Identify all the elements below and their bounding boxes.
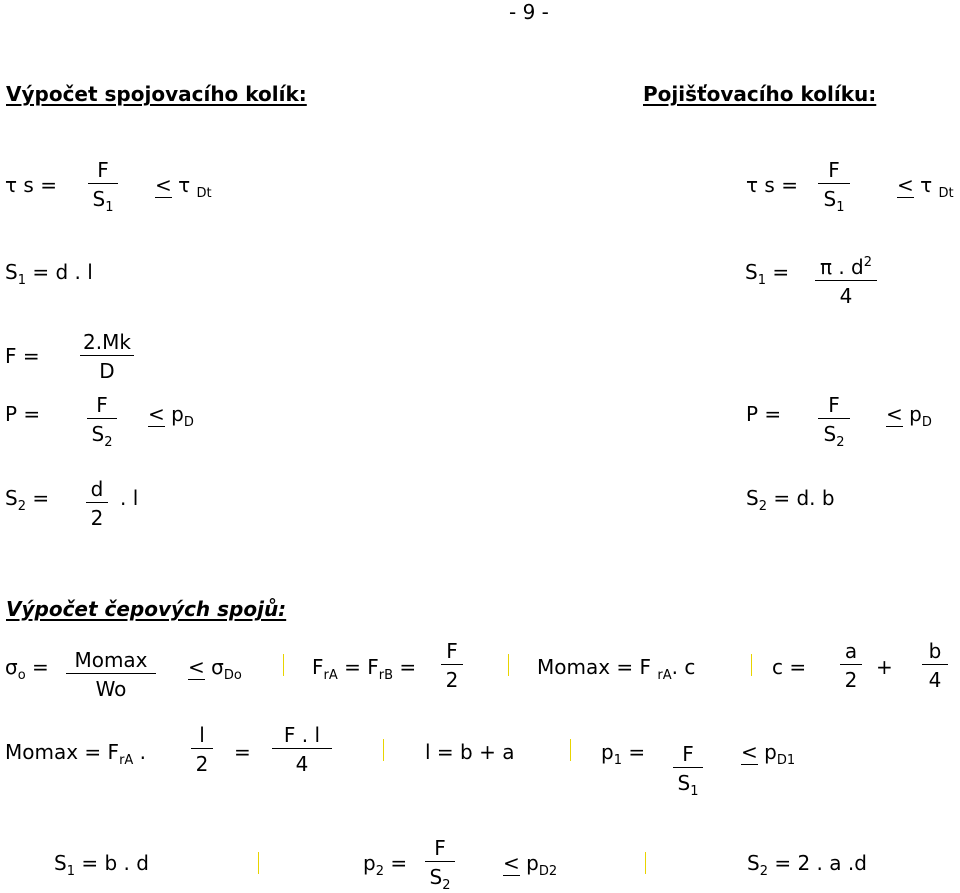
separator-bar	[383, 739, 384, 761]
pressure-p2-formula: $p_2$ =	[363, 851, 408, 879]
fraction-pi-d2-over-4: $\frac{\pi . d^2}{4}$	[815, 257, 877, 306]
area-S2-left-tail: . l	[120, 486, 139, 510]
area-S1-pin: $S_1 = b$ . d	[54, 851, 149, 879]
shear-stress-formula-left: τ s =	[5, 173, 57, 197]
pressure-p2-limit: < $p_{D2}$	[503, 851, 558, 879]
bending-limit: < $\sigma_{Do}$	[188, 655, 242, 683]
fraction-F-over-S1-right: $\frac{F}{S_1}$	[818, 160, 850, 209]
pressure-limit-right: < $p_D$	[886, 402, 932, 430]
page-number: - 9 -	[509, 0, 549, 24]
fraction-F-over-S2-p2: $\frac{F}{S_2}$	[425, 838, 455, 887]
separator-bar	[283, 654, 284, 676]
length-formula: l = b + a	[425, 740, 515, 764]
moment-formula-l: $Momax = F_{rA}$ .	[5, 740, 147, 768]
fraction-F-over-S2-left: $\frac{F}{S_2}$	[87, 395, 117, 444]
heading-pin-joints: Výpočet čepových spojů:	[6, 597, 287, 621]
area-S2-right: $S_2 = d$. b	[746, 486, 835, 514]
area-S1-right: $S_1$ =	[745, 260, 790, 288]
area-S1-left: $S_1 = d$ . l	[5, 260, 93, 288]
shear-limit-right: < τ $_{Dt}$	[897, 173, 954, 201]
moment-formula-c: Momax = F $_{rA}$. c	[537, 655, 696, 683]
area-S2-left: $S_2$ =	[5, 486, 50, 514]
plus-sign: +	[876, 655, 893, 679]
shear-stress-formula-right: τ s =	[746, 173, 798, 197]
fraction-Fl-over-4: $\frac{F . l}{4}$	[272, 725, 332, 774]
separator-bar	[570, 739, 571, 761]
fraction-2Mk-over-D: $\frac{2.Mk}{D}$	[80, 332, 134, 381]
pressure-p1-formula: $p_1$ =	[601, 740, 646, 768]
separator-bar	[751, 654, 752, 676]
pressure-formula-right: P =	[746, 402, 782, 426]
fraction-d-over-2: $\frac{d}{2}$	[86, 479, 108, 528]
fraction-F-over-S1-p1: $\frac{F}{S_1}$	[673, 744, 703, 793]
pressure-limit-left: < $p_D$	[148, 402, 194, 430]
heading-connecting-pin: Výpočet spojovacího kolík:	[6, 82, 307, 106]
fraction-F-over-S1-left: $\frac{F}{S_1}$	[88, 160, 118, 209]
separator-bar	[508, 654, 509, 676]
separator-bar	[258, 852, 259, 874]
equals-sign: =	[234, 740, 251, 764]
fraction-F-over-2: $\frac{F}{2}$	[441, 641, 463, 690]
c-formula: c =	[772, 655, 807, 679]
pressure-formula-left: P =	[5, 402, 41, 426]
pressure-p1-limit: < $p_{D1}$	[741, 740, 796, 768]
fraction-b-over-4: $\frac{b}{4}$	[922, 641, 948, 690]
separator-bar	[645, 852, 646, 874]
reaction-forces-formula: $F_{rA} = F_{rB}$ =	[312, 655, 417, 683]
fraction-a-over-2: $\frac{a}{2}$	[840, 641, 862, 690]
area-S2-pin: $S_2 = 2$ . a .d	[747, 851, 867, 879]
fraction-l-over-2: $\frac{l}{2}$	[191, 725, 213, 774]
heading-safety-pin: Pojišťovacího kolíku:	[643, 82, 877, 106]
shear-limit-left: < τ $_{Dt}$	[155, 173, 212, 201]
fraction-momax-over-wo: Momax Wo	[66, 650, 156, 699]
force-formula: F =	[5, 344, 40, 368]
bending-stress-formula: $\sigma_o$ =	[5, 655, 49, 683]
fraction-F-over-S2-right: $\frac{F}{S_2}$	[818, 395, 850, 444]
